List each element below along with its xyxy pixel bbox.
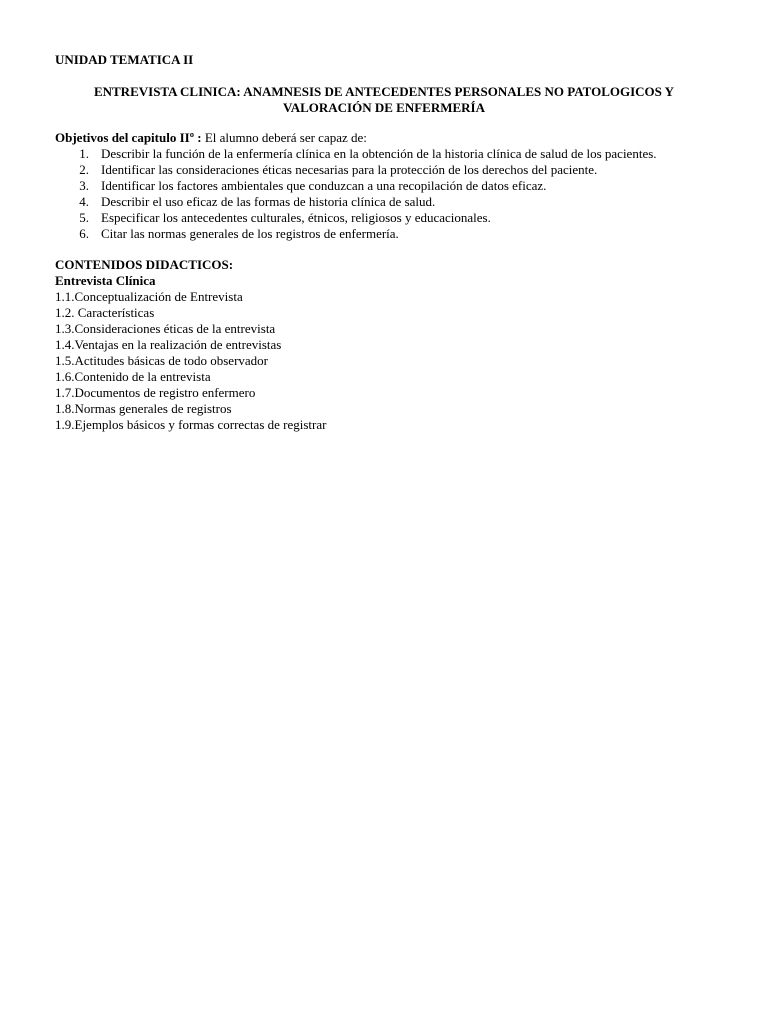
list-item-text: Identificar las consideraciones éticas necesarias para la protección de los derechos del paciente. xyxy=(101,162,598,177)
list-item: 1.2. Características xyxy=(55,305,155,320)
list-item xyxy=(55,194,745,210)
list-item: 1.8.Normas generales de registros xyxy=(55,401,232,416)
list-item-text: Identificar los factores ambientales que conduzcan a una recopilación de datos eficaz. xyxy=(101,178,547,193)
list-item-number: 5. xyxy=(79,210,89,225)
unit-title: UNIDAD TEMATICA II xyxy=(55,52,194,67)
list-item: 1.9.Ejemplos básicos y formas correctas de registrar xyxy=(55,417,327,432)
list-item-number: 4. xyxy=(79,194,89,209)
objectives-list xyxy=(55,146,745,242)
list-item: 1.7.Documentos de registro enfermero xyxy=(55,385,256,400)
list-item xyxy=(55,178,745,194)
contents-subheading: Entrevista Clínica xyxy=(55,273,156,288)
list-item-number: 6. xyxy=(79,226,89,241)
list-item xyxy=(55,146,745,162)
contents-heading: CONTENIDOS DIDACTICOS: xyxy=(55,257,234,272)
chapter-title-line-1: ENTREVISTA CLINICA: ANAMNESIS DE ANTECEDENTES PERSONALES NO PATOLOGICOS Y xyxy=(93,84,675,99)
contents-list xyxy=(55,289,745,433)
list-item-text: Describir la función de la enfermería clínica en la obtención de la historia clínica de salud de los pacientes. xyxy=(101,146,657,161)
list-item: 1.6.Contenido de la entrevista xyxy=(55,369,211,384)
list-item-text: Especificar los antecedentes culturales, étnicos, religiosos y educacionales. xyxy=(101,210,491,225)
list-item-number: 2. xyxy=(79,162,89,177)
objectives-label: Objetivos del capitulo IIº : xyxy=(55,130,202,145)
list-item xyxy=(55,226,745,242)
list-item-text: Citar las normas generales de los registros de enfermería. xyxy=(101,226,399,241)
list-item xyxy=(55,210,745,226)
chapter-title xyxy=(40,84,728,116)
list-item: 1.5.Actitudes básicas de todo observador xyxy=(55,353,269,368)
list-item-number: 3. xyxy=(79,178,89,193)
contents-section xyxy=(55,257,745,433)
list-item: 1.1.Conceptualización de Entrevista xyxy=(55,289,243,304)
list-item-text: Describir el uso eficaz de las formas de historia clínica de salud. xyxy=(101,194,436,209)
list-item xyxy=(55,162,745,178)
list-item: 1.3.Consideraciones éticas de la entrevista xyxy=(55,321,276,336)
chapter-title-line-2: VALORACIÓN DE ENFERMERÍA xyxy=(282,100,485,115)
objectives-lead xyxy=(55,130,745,146)
list-item-number: 1. xyxy=(79,146,89,161)
objectives-section xyxy=(55,130,745,242)
objectives-intro: El alumno deberá ser capaz de: xyxy=(201,130,367,145)
list-item: 1.4.Ventajas en la realización de entrevistas xyxy=(55,337,282,352)
